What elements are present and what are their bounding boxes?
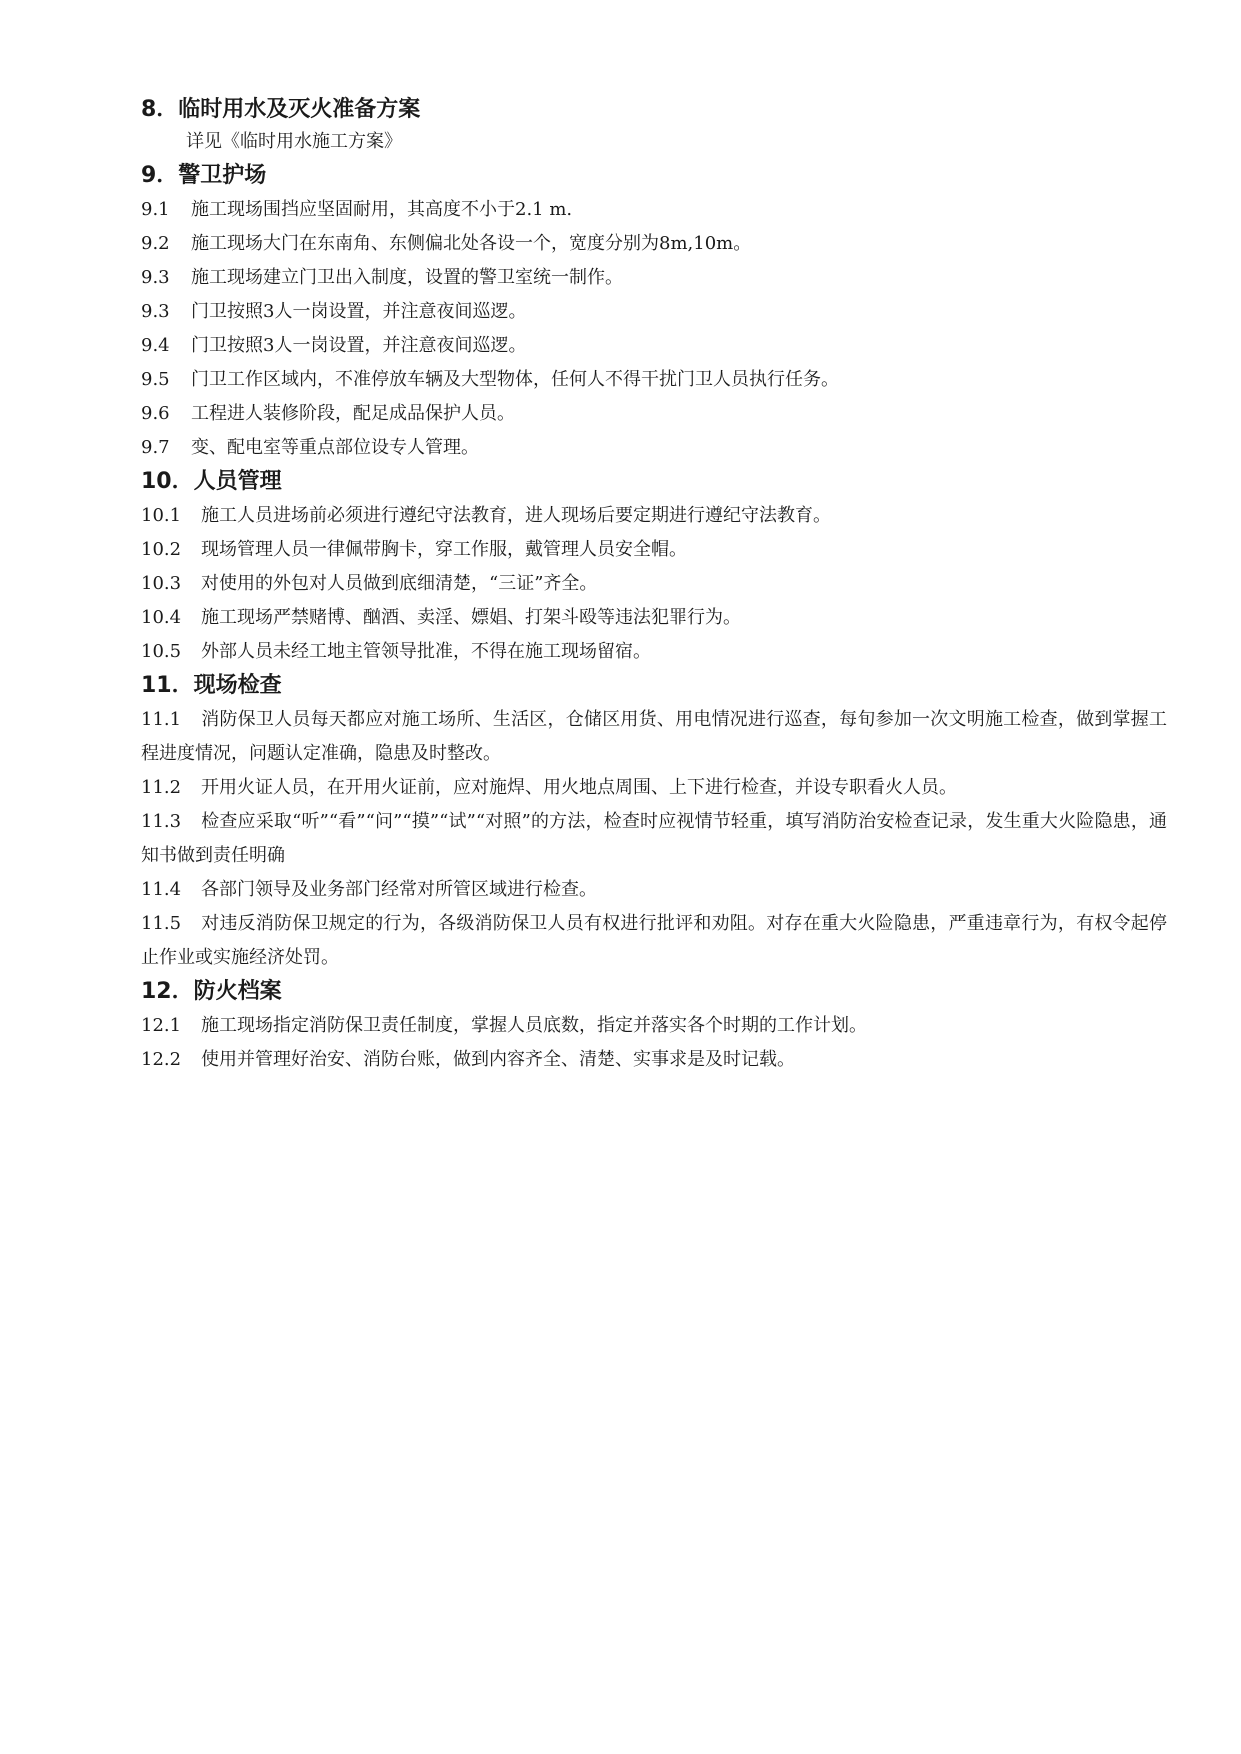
item-text: 变、配电室等重点部位设专人管理。: [191, 437, 479, 458]
list-item: [141, 431, 1167, 465]
item-number: 11.4: [141, 879, 182, 900]
item-number: 11.2: [141, 777, 182, 798]
item-number: 9.4: [141, 335, 170, 356]
list-item: [141, 227, 1167, 261]
section-8: [141, 93, 1167, 157]
list-item: [141, 873, 1167, 907]
item-number: 9.6: [141, 403, 170, 424]
item-text: 施工现场围挡应坚固耐用，其高度不小于2.1 m.: [191, 199, 573, 220]
item-text: 各部门领导及业务部门经常对所管区域进行检查。: [201, 879, 597, 900]
list-item: [141, 1009, 1167, 1043]
item-number: 10.2: [141, 539, 182, 560]
section-heading: 8．临时用水及灭火准备方案: [141, 97, 421, 122]
section-heading: 12．防火档案: [141, 979, 282, 1004]
item-number: 9.2: [141, 233, 170, 254]
item-text: 门卫工作区域内，不准停放车辆及大型物体，任何人不得干扰门卫人员执行任务。: [191, 369, 839, 390]
item-number: 10.5: [141, 641, 182, 662]
list-item: [141, 397, 1167, 431]
item-number: 12.1: [141, 1015, 182, 1036]
item-number: 10.3: [141, 573, 182, 594]
item-number: 12.2: [141, 1049, 182, 1070]
item-text: 检查应采取“听”“看”“问”“摸”“试”“对照”的方法，检查时应视情节轻重，填写消防治安检查记录，发生重大火险隐患，通知书做到责任明确: [141, 811, 1167, 866]
item-number: 11.1: [141, 709, 182, 730]
list-item: [141, 907, 1167, 975]
item-number: 9.3: [141, 267, 170, 288]
item-text: 施工现场建立门卫出入制度，设置的警卫室统一制作。: [191, 267, 623, 288]
item-text: 对使用的外包对人员做到底细清楚，“三证”齐全。: [201, 573, 598, 594]
item-text: 施工人员进场前必须进行遵纪守法教育，进人现场后要定期进行遵纪守法教育。: [201, 505, 831, 526]
item-number: 9.3: [141, 301, 170, 322]
list-item: [141, 1043, 1167, 1077]
list-item: [141, 363, 1167, 397]
list-item: [141, 329, 1167, 363]
list-item: [141, 635, 1167, 669]
list-item: [141, 771, 1167, 805]
item-text: 施工现场大门在东南角、东侧偏北处各设一个，宽度分别为8m,10m。: [191, 233, 752, 254]
list-item: [141, 193, 1167, 227]
section-11: [141, 669, 1167, 975]
list-item: [141, 805, 1167, 873]
item-number: 11.3: [141, 811, 182, 832]
item-text: 开用火证人员，在开用火证前，应对施焊、用火地点周围、上下进行检查，并设专职看火人员。: [201, 777, 957, 798]
section-heading: 10．人员管理: [141, 469, 282, 494]
list-item: [141, 601, 1167, 635]
list-item: [141, 295, 1167, 329]
item-text: 施工现场严禁赌博、酗酒、卖淫、嫖娼、打架斗殴等违法犯罪行为。: [201, 607, 741, 628]
item-text: 消防保卫人员每天都应对施工场所、生活区，仓储区用货、用电情况进行巡查，每旬参加一次文明施工检查，做到掌握工程进度情况，问题认定准确，隐患及时整改。: [141, 709, 1167, 764]
section-intro: 详见《临时用水施工方案》: [186, 131, 402, 152]
section-heading: 9．警卫护场: [141, 163, 267, 188]
item-number: 9.1: [141, 199, 170, 220]
item-text: 现场管理人员一律佩带胸卡，穿工作服，戴管理人员安全帽。: [201, 539, 687, 560]
item-text: 门卫按照3人一岗设置，并注意夜间巡逻。: [191, 335, 527, 356]
item-number: 10.4: [141, 607, 182, 628]
list-item: [141, 499, 1167, 533]
item-text: 门卫按照3人一岗设置，并注意夜间巡逻。: [191, 301, 527, 322]
section-10: [141, 465, 1167, 669]
item-text: 施工现场指定消防保卫责任制度，掌握人员底数，指定并落实各个时期的工作计划。: [201, 1015, 867, 1036]
item-text: 使用并管理好治安、消防台账，做到内容齐全、清楚、实事求是及时记载。: [201, 1049, 795, 1070]
item-number: 11.5: [141, 913, 182, 934]
item-number: 10.1: [141, 505, 182, 526]
item-text: 外部人员未经工地主管领导批准，不得在施工现场留宿。: [201, 641, 651, 662]
list-item: [141, 703, 1167, 771]
section-9: [141, 159, 1167, 465]
list-item: [141, 261, 1167, 295]
list-item: [141, 567, 1167, 601]
item-number: 9.5: [141, 369, 170, 390]
item-text: 工程进人装修阶段，配足成品保护人员。: [191, 403, 515, 424]
section-12: [141, 975, 1167, 1077]
section-heading: 11．现场检查: [141, 673, 282, 698]
item-number: 9.7: [141, 437, 170, 458]
list-item: [141, 533, 1167, 567]
document-page: [141, 93, 1167, 1077]
item-text: 对违反消防保卫规定的行为，各级消防保卫人员有权进行批评和劝阻。对存在重大火险隐患，严重违章行为，有权令起停止作业或实施经济处罚。: [141, 913, 1167, 968]
